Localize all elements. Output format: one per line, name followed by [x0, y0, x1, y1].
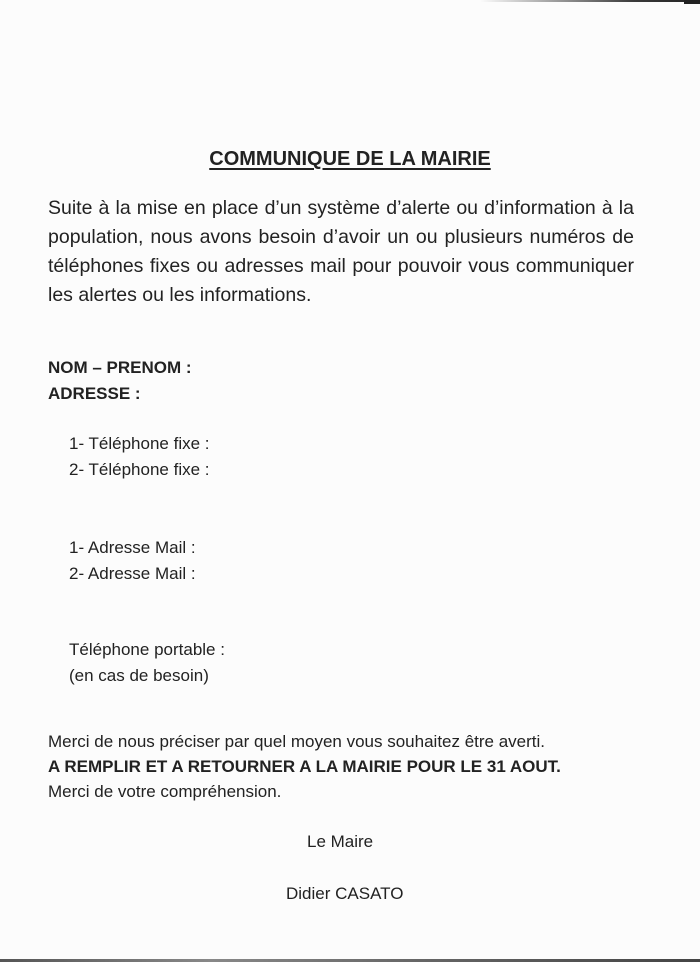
- signature-name: Didier CASATO: [286, 884, 404, 903]
- document-title: COMMUNIQUE DE LA MAIRIE: [209, 148, 491, 170]
- closing-deadline: A REMPLIR ET A RETOURNER A LA MAIRIE POUR LE 31 AOUT.: [48, 757, 561, 776]
- phone-fixed-2-label: 2- Téléphone fixe :: [69, 460, 210, 479]
- address-label: ADRESSE :: [48, 384, 141, 403]
- email-2-label: 2- Adresse Mail :: [69, 564, 196, 583]
- intro-paragraph: Suite à la mise en place d’un système d’alerte ou d’information à la population, nous avons besoin d’avoir un ou plusieurs numéros de téléphones fixes ou adresses mail pour pouvoir vous communiquer les alertes ou les informations.: [48, 197, 634, 306]
- mobile-phone-note: (en cas de besoin): [69, 666, 209, 685]
- scan-edge-top: [480, 0, 700, 2]
- name-label: NOM – PRENOM :: [48, 358, 192, 377]
- phone-fixed-1-label: 1- Téléphone fixe :: [69, 434, 210, 453]
- mobile-phone-label: Téléphone portable :: [69, 640, 225, 659]
- closing-request: Merci de nous préciser par quel moyen vous souhaitez être averti.: [48, 732, 546, 751]
- signature-role: Le Maire: [307, 832, 374, 851]
- closing-thanks: Merci de votre compréhension.: [48, 782, 282, 801]
- email-1-label: 1- Adresse Mail :: [69, 538, 196, 557]
- scan-corner-top-right: [684, 0, 700, 4]
